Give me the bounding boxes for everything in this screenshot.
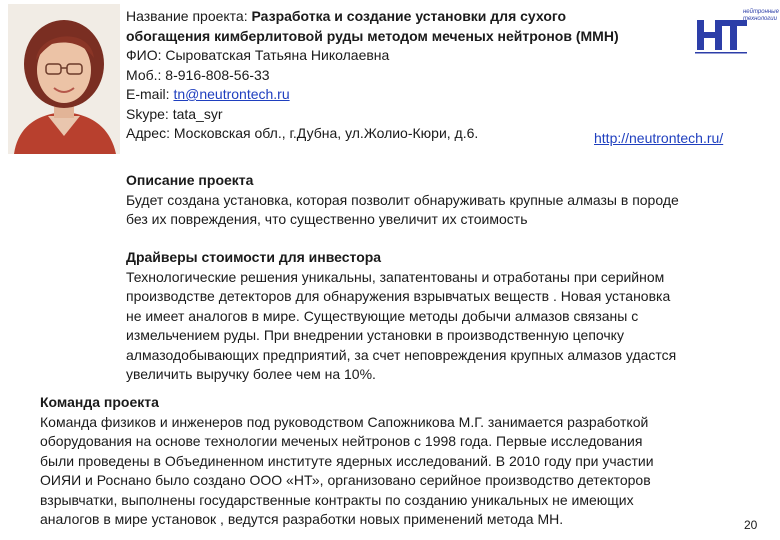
team-section <box>40 393 775 530</box>
drivers-line: Технологические решения уникальны, запатентованы и отработаны при серийном <box>126 268 665 285</box>
team-heading: Команда проекта <box>40 394 159 410</box>
drivers-line: измельчением руды. При внедрении установки в производственную цепочку <box>126 327 624 343</box>
description-heading: Описание проекта <box>126 172 254 188</box>
contact-block <box>126 7 686 144</box>
project-title-line <box>126 7 686 27</box>
logo-text-line1: нейтронные <box>743 9 779 15</box>
drivers-line: алмазодобывающих предприятий, за счет неповреждения крупных алмазов удастся <box>126 346 677 363</box>
project-title-line2: обогащения кимберлитовой руды методом меченых нейтронов (ММН) <box>126 27 619 44</box>
project-label: Название проекта: <box>126 8 252 24</box>
contact-fio: ФИО: Сыроватская Татьяна Николаевна <box>126 47 390 63</box>
email-label: E-mail: <box>126 86 174 102</box>
team-line: были проведены в Объединенном институте ядерных исследований. В 2010 году при участии <box>40 452 654 469</box>
drivers-section <box>126 248 776 385</box>
contact-mobile: Моб.: 8-916-808-56-33 <box>126 66 270 83</box>
page-number: 20 <box>744 518 758 532</box>
team-line: взрывчатки, выполнены государственные контракты по созданию уникальных не имеющих <box>40 491 634 508</box>
team-line: Команда физиков и инженеров под руководством Сапожникова М.Г. занимается разработкой <box>40 413 649 430</box>
contact-email-line <box>126 85 686 105</box>
team-line: ОИЯИ и Роснано было создано ООО «НТ», организовано серийное производство детекторов <box>40 472 651 488</box>
contact-address: Адрес: Московская обл., г.Дубна, ул.Жолио-Кюри, д.6. <box>126 125 479 141</box>
description-section <box>126 171 776 230</box>
project-title: Разработка и создание установки для сухого <box>251 8 567 24</box>
drivers-line: увеличить выручку более чем на 10%. <box>126 366 376 382</box>
description-line: без их повреждения, что существенно увеличит их стоимость <box>126 211 528 227</box>
drivers-line: не имеет аналогов в мире. Существующие методы добычи алмазов связаны с <box>126 307 639 324</box>
website-link[interactable]: http://neutrontech.ru/ <box>594 130 724 146</box>
logo-text-line2: технологии <box>743 16 777 22</box>
drivers-line: производстве детекторов для обнаружения взрывчатых веществ . Новая установка <box>126 288 671 304</box>
contact-skype: Skype: tata_syr <box>126 105 223 122</box>
team-line: оборудования на основе технологии меченых нейтронов с 1998 года. Первые исследования <box>40 433 643 449</box>
team-line: аналогов в мире установок , ведутся разработки новых применений метода МН. <box>40 511 564 527</box>
email-link[interactable]: tn@neutrontech.ru <box>173 86 290 102</box>
description-line: Будет создана установка, которая позволит обнаруживать крупные алмазы в породе <box>126 191 679 208</box>
portrait-photo <box>8 4 120 154</box>
drivers-heading: Драйверы стоимости для инвестора <box>126 249 382 265</box>
company-logo <box>693 6 779 54</box>
